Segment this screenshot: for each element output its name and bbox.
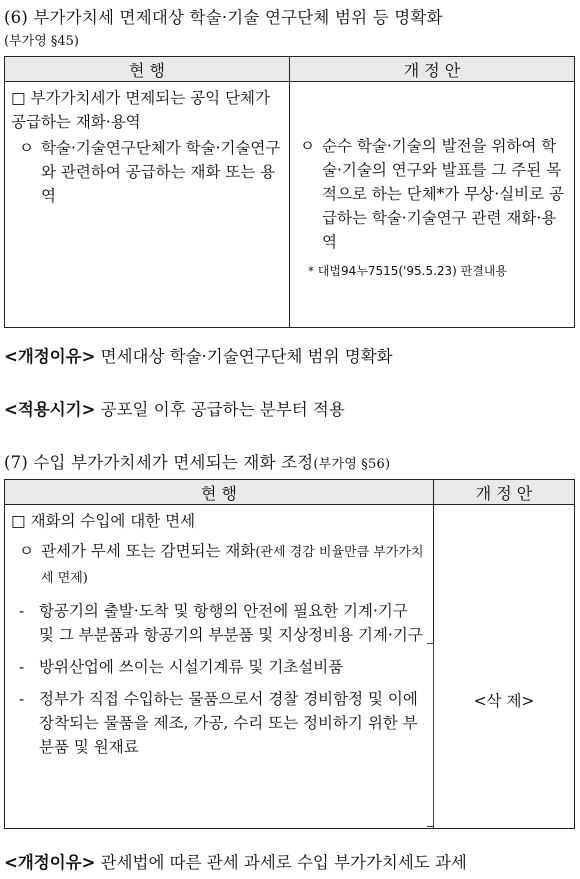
current-cell bbox=[5, 82, 290, 328]
bullet-icon: ㅇ bbox=[19, 542, 34, 560]
dash-item-text: 항공기의 출발·도착 및 항행의 안전에 필요한 기계·기구 및 그 부분품과 항공기의 부분품 및 지상정비용 기계·기구 bbox=[39, 602, 423, 644]
dash-item-text: 방위산업에 쓰이는 시설기계류 및 기초설비품 bbox=[39, 658, 344, 676]
proposal-cell bbox=[290, 82, 575, 328]
section6-ref: (부가영 §45) bbox=[4, 34, 79, 49]
timing6-label: <적용시기> bbox=[4, 400, 96, 419]
proposal-sub bbox=[290, 82, 574, 254]
section7-heading bbox=[4, 449, 390, 473]
proposal-footnote: * 대법94누7515('95.5.23) 판결내용 bbox=[308, 264, 508, 278]
current-sub-note: (관세 경감 비율만큼 부가가치세 면제) bbox=[41, 545, 424, 586]
proposal-delete: <삭 제> bbox=[473, 691, 535, 710]
reason7-text: 관세법에 따른 관세 과세로 수입 부가가치세도 과세 bbox=[100, 853, 467, 872]
dash-icon: - bbox=[19, 658, 25, 676]
col-proposal-header: 개 정 안 bbox=[290, 57, 575, 82]
timing6-text: 공포일 이후 공급하는 분부터 적용 bbox=[100, 400, 345, 419]
reason7 bbox=[4, 849, 467, 873]
proposal-cell bbox=[434, 505, 575, 829]
reason7-label: <개정이유> bbox=[4, 853, 96, 872]
current-sub bbox=[5, 533, 433, 591]
current-item: □ 부가가치세가 면제되는 공익 단체가 공급하는 재화·용역 bbox=[11, 89, 270, 131]
current-sub-text: 학술·기술연구단체가 학술·기술연구와 관련하여 공급하는 재화 또는 용역 bbox=[41, 139, 281, 205]
current-item: □ 재화의 수입에 대한 면세 bbox=[11, 512, 196, 530]
bullet-icon: ㅇ bbox=[19, 139, 34, 157]
col-proposal-header: 개 정 안 bbox=[434, 480, 575, 505]
section7-title: (7) 수입 부가가치세가 면세되는 재화 조정 bbox=[4, 453, 314, 472]
dash-item bbox=[5, 679, 433, 759]
section6-table bbox=[4, 56, 575, 328]
reason6-label: <개정이유> bbox=[4, 347, 96, 366]
col-current-header: 현 행 bbox=[5, 57, 290, 82]
dash-item bbox=[5, 647, 433, 679]
reason6 bbox=[4, 343, 393, 367]
dash-icon: - bbox=[19, 602, 25, 620]
col-current-header: 현 행 bbox=[5, 480, 434, 505]
timing6 bbox=[4, 396, 345, 420]
dash-item-text: 정부가 직접 수입하는 물품으로서 경찰 경비함정 및 이에 장착되는 물품을 제조, 가공, 수리 또는 정비하기 위한 부분품 및 원재료 bbox=[39, 690, 418, 756]
dash-item bbox=[5, 591, 433, 647]
proposal-sub-text: 순수 학술·기술의 발전을 위하여 학술·기술의 연구와 발표를 그 주된 목적으로 하는 단체*가 무상·실비로 공급하는 학술·기술연구 관련 재화·용역 bbox=[322, 137, 565, 251]
current-cell bbox=[5, 505, 434, 829]
section7-table bbox=[4, 479, 575, 829]
current-sub bbox=[5, 134, 289, 208]
current-sub-text: 관세가 무세 또는 감면되는 재화 bbox=[41, 542, 256, 560]
section6-title: (6) 부가가치세 면제대상 학술·기술 연구단체 범위 등 명확화 bbox=[4, 8, 443, 27]
reason6-text: 면세대상 학술·기술연구단체 범위 명확화 bbox=[100, 347, 393, 366]
bracket-line bbox=[427, 643, 434, 827]
dash-icon: - bbox=[19, 690, 25, 708]
bullet-icon: ㅇ bbox=[300, 137, 315, 155]
section7-ref: (부가영 §56) bbox=[313, 457, 391, 472]
